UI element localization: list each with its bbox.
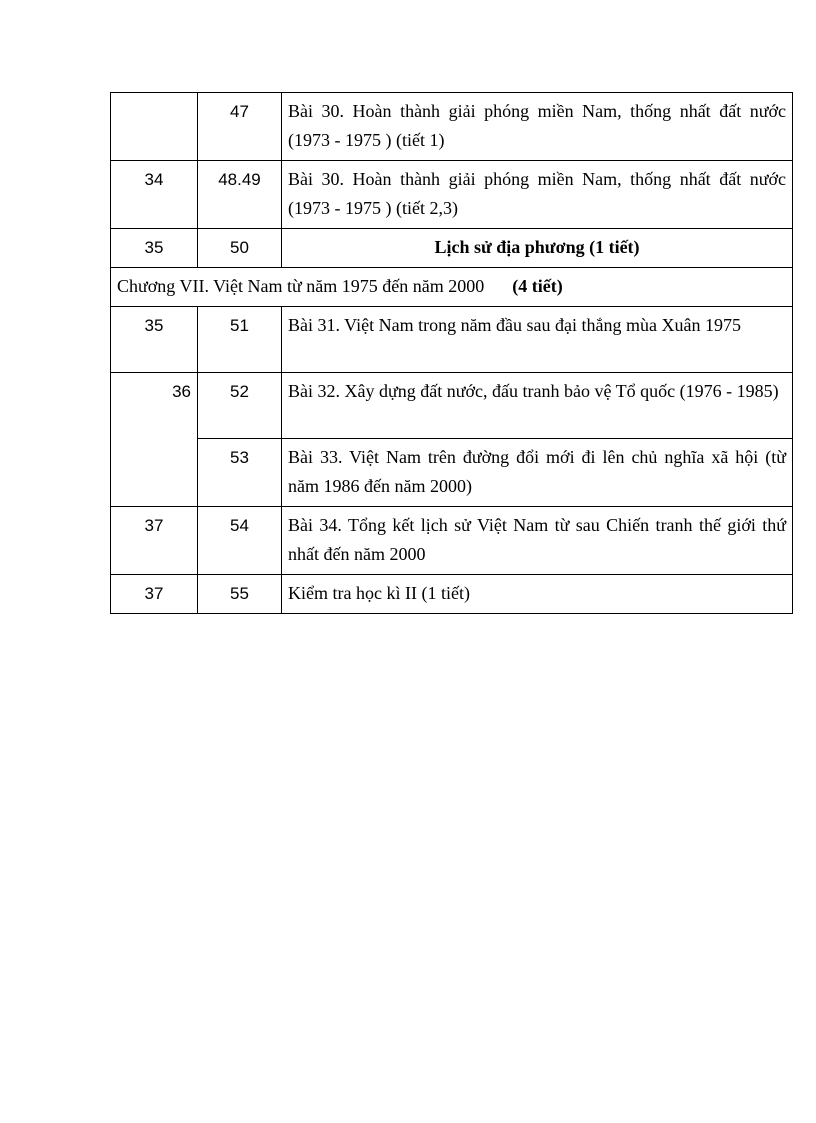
lesson-cell: Bài 30. Hoàn thành giải phóng miền Nam, thống nhất đất nước (1973 - 1975 ) (tiết 1) <box>282 93 793 161</box>
week-cell: 34 <box>111 161 198 229</box>
table-row <box>111 373 793 439</box>
week-cell: 36 <box>111 373 198 507</box>
table-row <box>111 161 793 229</box>
week-cell: 37 <box>111 575 198 614</box>
table-row <box>111 507 793 575</box>
table-row <box>111 439 793 507</box>
lesson-cell: Bài 31. Việt Nam trong năm đầu sau đại thắng mùa Xuân 1975 <box>282 307 793 373</box>
lesson-cell: Bài 33. Việt Nam trên đường đổi mới đi lên chủ nghĩa xã hội (từ năm 1986 đến năm 2000) <box>282 439 793 507</box>
week-cell: 35 <box>111 307 198 373</box>
period-cell: 47 <box>198 93 282 161</box>
lesson-cell: Bài 30. Hoàn thành giải phóng miền Nam, thống nhất đất nước (1973 - 1975 ) (tiết 2,3) <box>282 161 793 229</box>
period-cell: 50 <box>198 229 282 268</box>
period-cell: 53 <box>198 439 282 507</box>
chapter-title: Chương VII. Việt Nam từ năm 1975 đến năm 2000 <box>117 276 485 296</box>
period-cell: 51 <box>198 307 282 373</box>
lesson-cell: Kiểm tra học kì II (1 tiết) <box>282 575 793 614</box>
chapter-heading <box>111 268 793 307</box>
table-row <box>111 93 793 161</box>
lesson-cell: Bài 34. Tổng kết lịch sử Việt Nam từ sau Chiến tranh thế giới thứ nhất đến năm 2000 <box>282 507 793 575</box>
lesson-cell: Bài 32. Xây dựng đất nước, đấu tranh bảo vệ Tổ quốc (1976 - 1985) <box>282 373 793 439</box>
chapter-hours: (4 tiết) <box>512 276 563 296</box>
chapter-row <box>111 268 793 307</box>
table-row <box>111 575 793 614</box>
lesson-cell: Lịch sử địa phương (1 tiết) <box>282 229 793 268</box>
week-cell <box>111 93 198 161</box>
period-cell: 52 <box>198 373 282 439</box>
period-cell: 48.49 <box>198 161 282 229</box>
table-row <box>111 229 793 268</box>
week-cell: 37 <box>111 507 198 575</box>
period-cell: 55 <box>198 575 282 614</box>
week-cell: 35 <box>111 229 198 268</box>
table-row <box>111 307 793 373</box>
curriculum-table <box>110 92 793 614</box>
period-cell: 54 <box>198 507 282 575</box>
